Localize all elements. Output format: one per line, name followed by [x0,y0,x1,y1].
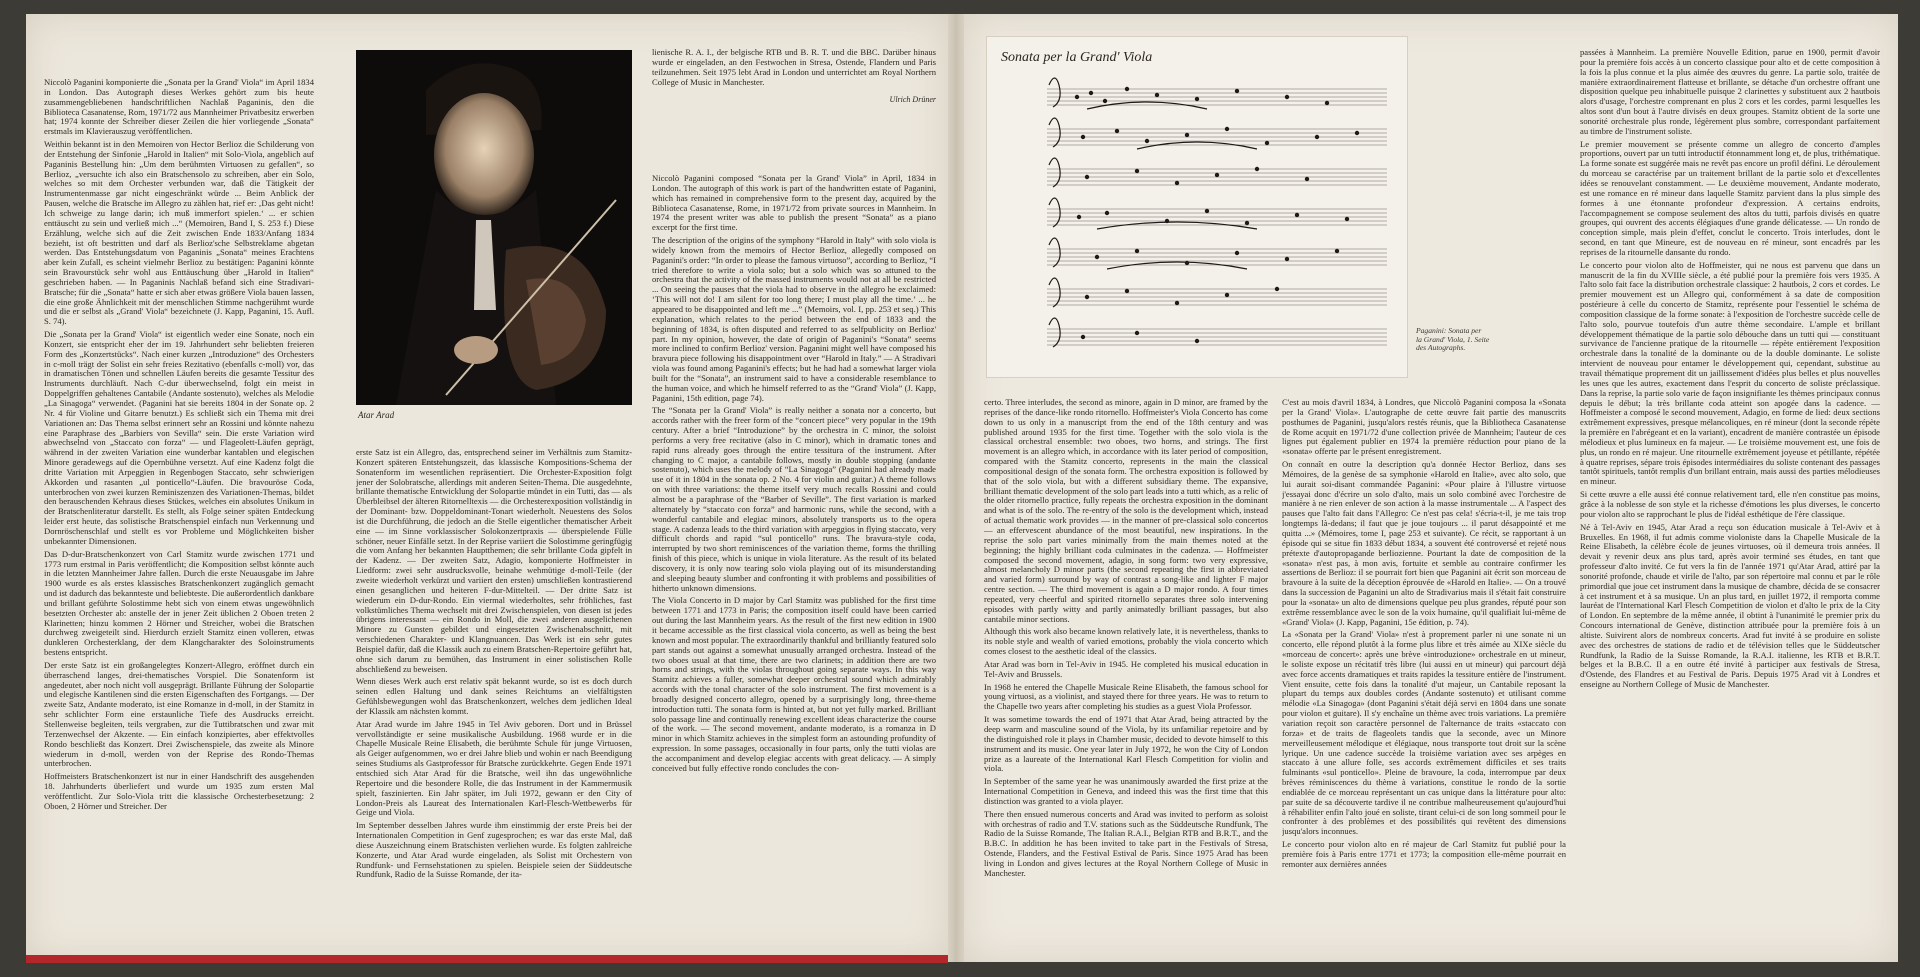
caption-line: Paganini: Sonata per [1416,326,1482,335]
french-text-column [1282,398,1566,954]
paragraph: Die „Sonata per la Grand' Viola“ ist eigentlich weder eine Sonate, noch ein Konzert, sie entspricht eher der im 19. Jahrhundert sehr beliebten freieren Form des „Konzertstücks“. Nach einer kurzen „Introduzione“ des Orchesters in c-moll trägt der Solist ein sehr freies Rezitativo (ebenfalls c-moll) vor, das in dramatischen Tönen und schnellen Läufen bereits die gesamte Tessitur des Instruments durchläuft. Nach C-dur überwechselnd, folgt ein meist in Doppelgriffen gehaltenes Cantabile (Andante sostenuto), welches als Melodie „La Sinagoga“ verwendet. (Paganini hat sie bereits 1804 in der Sonate op. 2 Nr. 4 für Violine und Gitarre benutzt.) Es schließt sich ein Thema mit drei Variationen an: Das Thema selbst erinnert sehr an Rossini und könnte nahezu eine Paraphrase des „Barbiers von Sevilla“ sein. Die erste Variation wird abwechselnd von „Staccato con forza“ — und Flageolett-Läufen geprägt, während in der zweiten Variation eine wunderbar kantablen und elegischen Minore geradewegs auf die Opernbühne versetzt. Auf eine Kadenz folgt die dritte Variation mit Arpeggien in Regenbogen Staccato, sehr schwierigen Akkorden und rasanten „ul ponticello“-Läufen. Die bravouröse Coda, unterbrochen von zwei kurzen Reminiszenzen des Variationen-Themas, bildet den berauschenden Kehraus dieses Stückes, welches ein absolutes Unikum in der Bratschenliteratur darstellt. Es stellt, als Folge seiner späten Entdeckung leider erst heute, das solistische Bratschenspiel einfach nun Verkennung und Dornröschenschlaf und stellt es vor Probleme und Möglichkeiten bisher unbekannter Dimensionen. [44,329,314,546]
paragraph: passées à Mannheim. La première Nouvelle Edition, parue en 1900, permit d'avoir pour la première fois accès à un concerto classique pour alto et de cette composition à la fois la plus connue et la plus aimée des œuvres du genre. La partie solo, traitée de manière extraordinairement flatteuse et brillante, se détache d'un orchestre offrant une disposition quelque peu inhabituelle puisque 2 clarinettes y substituent aux 2 hautbois alors d'usage, l'orchestre comprenant en plus 2 cors et les cordes, parmi lesquelles les altos sont d'un bout à l'autre divisés en deux groupes. Stamitz obtient de la sorte une sonorité orchestrale plus ronde, légèrement plus sombre, correspondant parfaitement au timbre de l'instrument soliste. [1580,48,1880,136]
paragraph: certo. Three interludes, the second as minore, again in D minor, are framed by the reprises of the dance-like rondo ritornello. Hoffmeister's Viola Concerto has come down to us only in a manuscript from the end of the 18th century and was published around 1935 for the first time. Together with the solo viola is the classical orchestral ensemble: two oboes, two horns, and strings. The first movement is an allegro which, in accordance with its later period of composition, compared with the Stamitz concerto, represents in the main the classical compositional design of the sonata form. The orchestra exposition is followed by that of the solo viola, but with a different subsidiary theme. The expansive, brilliant thematic development of the solo part leads into a tutti which, as a relic of the older ritornello practice, fully repeats the orchestra exposition in the dominant and what is of the solo. The re-entry of the solo is the development which, instead of actual thematic work provides — in the manner of pre-classical solo concertos — an effervescent abundance of the most beautiful, new inspirations. In the reprise the solo part varies minimally from the main themes noted at the beginning; the highly brilliant coda culminates in the cadenza. — Hoffmeister composed the second movement, adagio, in song form: two very expressive, almost melancholy D minor parts (the second repeating the first in abbreviated and varied form) surround by way of contrast a song-like and lighter F major centre section. — The third movement is again a D major rondo. A four times repeated, very cheerful and spirited ritornello separates three solo intervening episodes with partly witty and partly animatedly brilliant passages, but also cantabile minor sections. [984,398,1268,624]
paragraph: Si cette œuvre a elle aussi été connue relativement tard, elle n'en constitue pas moins, grâce à la noblesse de son style et la richesse d'émotions les plus diverses, le concerto pour violon alto se rapprochant le plus de l'idéal esthétique de l'ère classique. [1580,489,1880,519]
caption-line: des Autographs. [1416,343,1466,353]
caption-line: la Grand' Viola, 1. Seite [1416,334,1490,344]
photo-caption: Atar Arad [358,410,395,420]
paragraph: Niccolò Paganini composed “Sonata per la Grand' Viola” in April, 1834 in London. The autograph of this work is part of the handwritten estate of Paganini, which has remained in comprehensive form to the present day, acquired by the Biblioteca Casanatense, Rome, in 1971/72 from private sources in Mannheim. In 1974 the present writer was able to publish the present “Sonata” as a piano excerpt for the first time. [652,174,936,233]
autograph-score-image [987,37,1407,377]
manuscript-heading: Sonata per la Grand' Viola [1001,50,1153,65]
paragraph: The description of the origins of the symphony “Harold in Italy” with solo viola is widely known from the memoirs of Hector Berlioz, allegedly composed on Paganini's order: “In order to please the famous virtuoso”, according to Berlioz, “I tried therefore to write a viola solo; but a solo which was so attuned to the orchestra that the activity of the massed instruments would not at all be restricted ... On seeing the pauses that the viola had to observe in the allegro he exclaimed: ‘This will not do! I am silent for too long there; I must play all the time.’ ... he appeared to be disappointed and left me ...” (Memoirs, vol. I, pp. 253 et seq.) This explanation, which relates to the period between the end of 1833 and the beginning of 1834, is often disputed and referred to as selfpublicity on Berlioz' part. In my opinion, however, the date of origin of Paganini's “Sonata” seems more inclined to confirm Berlioz' version. Paganini might well have composed his bravura piece following his disappointment over “Harold in Italy.” — A Stradivari viola was found among Paganini's effects; but he had had a somewhat larger viola built for the “Sonata”, an instrument said to have a considerable resemblance to the human voice, and which he himself referred to as the “Grand' Viola” (J. Kapp, Paganini, 15th edition, page 74). [652,235,936,403]
paragraph: The “Sonata per la Grand' Viola” is really neither a sonata nor a concerto, but accords rather with the freer form of the “concert piece” very popular in the 19th century. After a brief “Introduzione” by the orchestra in C minor, the soloist performs a very free recitative (also in C minor), which in dramatic tones and rapid runs already goes through the entire tessitura of the instrument. After changing to C major, a cantabile follows, mostly in double stopping (andante sostenuto), which uses the melody of “La Sinagoga” (Paganini had already made use of it in 1804 in the sonata op. 2 No. 4 for violin and guitar.) A theme follows on with three variations: the theme itself very much recalls Rossini and could almost be a paraphrase of the “Barber of Seville”. The first variation is marked alternately by “staccato con forza” and harmonic runs, while the second, with a wonderful cantabile and elegiac minors, absolutely transports us to the opera stage. A cadenza leads to the third variation with arpeggios in flying staccato, very difficult chords and rapid “sul ponticello” runs. The bravura-style coda, interrupted by two short reminiscences of the variation theme, forms the thrilling finish of this piece, which is unique in viola literature. As the result of its belated discovery, it is only now tearing solo viola playing out of its misunderstanding and sleeping beauty slumber and confronting it with problems and possibilities of hitherto unknown dimensions. [652,405,936,593]
paragraph: On connaît en outre la description qu'a donnée Hector Berlioz, dans ses Mémoires, de la genèse de sa symphonie «Harold en Italie», avec alto solo, que lui aurait soi-disant commandée Paganini: «Pour plaire à l'illustre virtuose j'essayai donc d'écrire un solo d'alto, mais un solo combiné avec l'orchestre de manière à ne rien enlever de son action à la masse instrumentale ... A l'aspect des pauses que l'alto fait dans l'Allegro: Ce n'est pas cela! s'écria-t-il, je me tais trop longtemps là-dedans; il faut que je joue toujours ... il parut désappointé et me quitta ...» (Mémoires, tome I, page 253 et suivante). Ce récit, se rapportant à un épisode qui se situe fin 1833 début 1834, a souvent été controversé et rejeté nous prétexte d'autopropagande berliozienne. Pourtant la date de composition de la «sonata» n'est pas, à mon avis, fortuite et semble au contraire confirmer les assertions de Berlioz: il se pourrait fort bien que Paganini ait écrit son morceau de bravoure à la suite de la déception éprouvée de «Harold en Italie». — On a trouvé dans la succession de Paganini un alto de Stradivarius mais il s'était fait construire pour la «sonata» un alto de dimensions quelque peu plus grandes, réputé pour son extrême ressemblance avec le son de la voix humaine, qu'il qualifiait lui-même de «Grand' Viola» (J. Kapp, Paganini, 15e édition, p. 74). [1282,459,1566,627]
paragraph: It was sometime towards the end of 1971 that Atar Arad, being attracted by the deep warm and masculine sound of the Viola, by its unfamiliar repetoire and by the distinguished role it plays in Chamber music, decided to devote himself to this instrument and its music. One year later in July 1972, he won the City of London prize as a laureate of the International Karl Flesch Competition for violin and viola. [984,714,1268,774]
german-text-column-2 [356,448,632,948]
paragraph: C'est au mois d'avril 1834, à Londres, que Niccolò Paganini composa la «Sonata per la Grand' Viola». L'autographe de cette œuvre fait partie des manuscrits posthumes de Paganini, jusqu'alors restés réunis, que la Bibliotheca Casanatense de Rome acquit en 1971/72 d'une collection privée de Mannheim; l'auteur de ces lignes put également publier en 1974 la première réduction pour piano de la «sonata» offerte par le présent enregistrement. [1282,398,1566,457]
paragraph: Niccolò Paganini komponierte die „Sonata per la Grand' Viola“ im April 1834 in London. Das Autograph dieses Werkes gehört zum bis heute zusammengebliebenen handschriftlichen Nachlaß Paganinis, den die Biblioteca Casanatense, Rom, 1971/72 aus Mannheimer Privatbesitz erwerben hat; 1974 konnte der Schreiber dieser Zeilen die hier vorliegende „Sonata“ erstmals im Klavierauszug veröffentlichen. [44,78,314,137]
paragraph: Das D-dur-Bratschenkonzert von Carl Stamitz wurde zwischen 1771 und 1773 rum erstmal in Paris veröffentlicht; die Komposition selbst könnte auch in die letzten Mannheimer Jahre fallen. Durch die erste Neuausgabe im Jahre 1900 wurde es als erstes klassisches Bratschenkonzert zugänglich gemacht und ist dadurch das bekannteste und beliebteste. Die außerordentlich dankbare und brillant geführte Solostimme hebt sich von einem etwas ungewöhnlich besetzten Orchester ab: anstelle der in jener Zeit üblichen 2 Oboen treten 2 Klarinetten; hinzu kommen 2 Hörner und Streicher, wobei die Bratschen durchweg zweigeteilt sind. Hierdurch erzielt Stamitz einen volleren, etwas dunkleren Orchesterklang, der dem Klangcharakter des Soloinstruments bestens entspricht. [44,548,314,658]
paragraph: Le concerto pour violon alto en ré majeur de Carl Stamitz fut publié pour la première fois à Paris entre 1771 et 1773; la composition elle-même pourrait en remonter aux dernières années [1282,839,1566,869]
english-text-column [652,174,936,948]
paragraph: Atar Arad wurde im Jahre 1945 in Tel Aviv geboren. Dort und in Brüssel vervollständigte er seine musikalische Ausbildung. 1968 wurde er in die Chapelle Musicale Reine Elisabeth, die berühmte Schule für junge Virtuosen, als Geiger aufgenommen, wo er drei Jahre blieb und wohin er nach Beendigung seines Studiums als Gastprofessor für Bratsche zurückkehrte. Gegen Ende 1971 entschied sich Atar Arad für die Bratsche, weil ihn das ungewöhnliche Repertoire und die besondere Rolle, die das Instrument in der Kammermusik spielt, faszinierten. Ein Jahr später, im Juli 1972, gewann er den City of London-Preis als Laureat des Internationalen Karl-Flesch-Wettbewerbs für Geige und Viola. [356,718,632,818]
french-text-column-2 [1580,48,1880,954]
paragraph: There then ensued numerous concerts and Arad was invited to perform as soloist with orchestras of radio and T.V. stations such as the Süddeutsche Rundfunk, The Radio de la Suisse Romande, The Italian R.A.I., Belgian RTB and B.R.T., and the B.B.C. In addition he has been invited to take part in the Festivals of Stresa, Ostende, Flanders, and the Festival Estival de Paris. Since 1975 Arad has been living in London and gives lectures at the Royal Northern College of Music in Manchester. [984,808,1268,878]
paragraph: erste Satz ist ein Allegro, das, entsprechend seiner im Verhältnis zum Stamitz-Konzert späteren Entstehungszeit, das klassische Kompositions-Schema der Sonatenform im wesentlichen repräsentiert. Die Orchester-Exposition folgt jener der Solobratsche, allerdings mit anderen Seiten-Thema. Die ausgedehnte, brillante thematische Entwicklung der Solopartie mündet in ein Tutti, das — als Überbleibsel der älteren Ritornelltexis — die Orchesterexposition vollständig in der Dominant- bzw. Doppeldominant-Tonart wiederholt. Neuestens des Solos ist die Durchführung, die jedoch an die Stelle eigentlicher thematischer Arbeit eine — im Sinne vorklassischer Solokonzertpraxis — überspielende Fülle schöner, neuer Einfälle setzt. In der Reprise variiert die Solostimme geringfügig die vom Anfang her bekannten Hauptthemen; die sehr brillante Coda gipfelt in der Kadenz. — Der zweiten Satz, Adagio, komponierte Hoffmeister in Liedform: zwei sehr ausdrucksvolle, beinahe wehmütige d-moll-Teile (der zweite wiederholt verkürzt und variiert den ersten) umschließen kontrastierend einen gesanglichen und heiteren F-dur-Mittelteil. — Der dritte Satz ist wiederum ein D-dur-Rondo. Ein viermal wiederholtes, sehr fröhliches, fast volkstümliches Thema wechselt mit drei Zwischenspielen, von diesen ist jedes übrigens interessant — ein Rondo in Moll, die zwei anderen ausgelichenen Minore zu Gunsten gebildet und eingesetzten Zwischenabschnitt, mit verschiedenen Charakter- und Klangnuancen. Das Werk ist ein sehr gutes Beispiel dafür, daß die Klassik auch zu einem Bratschen-Repertoire geführt hat, ohne sich darum zu bemühen, das Instrument in einer solistischen Rolle abschließend zu beweisen. [356,448,632,674]
paragraph: Although this work also became known relatively late, it is nevertheless, thanks to its noble style and wealth of varied emotions, probably the viola concerto which comes closest to the aesthetic ideal of the classics. [984,626,1268,657]
left-page [26,14,948,962]
red-border-strip [26,955,948,963]
paragraph: Weithin bekannt ist in den Memoiren von Hector Berlioz die Schilderung von der Entstehung der Sinfonie „Harold in Italien“ mit Solo-Viola, angeblich auf Paganinis Bestellung hin: „Um dem berühmten Virtuosen zu gefallen“, so Berlioz, „versuchte ich also ein Bratschensolo zu schreiben, aber ein Solo, welches so mit dem Orchester verbunden war, daß die Tätigkeit der Instrumentenmasse gar nicht eingeschränkt würde ... Beim Anblick der Pausen, welche die Bratsche im Allegro zu zählen hat, rief er: ‚Das geht nicht! Ich schweige zu lange darin; ich muß immerfort spielen.‘ ... er schien enttäuscht zu sein und verließ mich ...“ (Memoiren, Band I, S. 253 f.) Diese Erzählung, welche sich auf die Zeit zwischen Ende 1833/Anfang 1834 bezieht, ist oft bestritten und darf als Berlioz'sche Selbstreklame abgetan werden. Das Entstehungsdatum von Paganinis „Sonata“ meines Erachtens aber kein Zufall, es scheint vielmehr Berlioz zu bestätigen: Paganini könnte sein Bravourstück sehr wohl aus Enttäuschung über „Harold in Italien“ geschrieben haben. — In Paganinis Nachlaß befand sich eine Stradivari-Bratsche; für die „Sonata“ hatte er sich aber etwas größere Viola bauen lassen, die eine große Ähnlichkeit mit der menschlichen Stimme nachgerühmt wurde und die er selbst als „Grand' Viola“ bezeichnete (J. Kapp, Paganini, 15. Aufl. S. 74). [44,139,314,327]
artist-photo [356,50,632,405]
violist-portrait-image [356,50,632,405]
paragraph: In September of the same year he was unanimously awarded the first prize at the International Competition in Geneva, and indeed this was the first time that this distinction was granted to a viola player. [984,776,1268,806]
manuscript-caption [1416,327,1489,353]
paragraph: Wenn dieses Werk auch erst relativ spät bekannt wurde, so ist es doch durch seinen edlen Haltung und dank seines Reichtums an vielfältigsten Gefühlsbewegungen wohl das Bratschenkonzert, welches dem jedlichen Ideal der Klassik am nächsten kommt. [356,676,632,716]
paragraph: Hoffmeisters Bratschenkonzert ist nur in einer Handschrift des ausgehenden 18. Jahrhunderts überliefert und wurde um 1935 zum ersten Mal veröffentlicht. Zur Solo-Viola tritt die klassische Orchesterbesetzung: 2 Oboen, 2 Hörner und Streicher. Der [44,771,314,811]
paragraph: Im September desselben Jahres wurde ihm einstimmig der erste Preis bei der Internationalen Competition in Genf zugesprochen; es war das erste Mal, daß diese Auszeichnung einem Bratschisten verliehen wurde. Es folgten zahlreiche Konzerte, und Atar Arad wurde eingeladen, als Solist mit Orchestern von Rundfunk- und Fernsehstationen zu spielen. Beispiele seien der Süddeutsche Rundfunk, Radio de la Suisse Romande, der ita- [356,820,632,880]
paragraph: In 1968 he entered the Chapelle Musicale Reine Elisabeth, the famous school for young virtuosi, as a violinist, and stayed there for three years. He was to return to the Chapelle two years after completing his studies as a guest Viola Professor. [984,681,1268,712]
german-text-end [652,48,936,164]
paragraph: Le premier mouvement se présente comme un allegro de concerto d'amples proportions, ouvert par un tutti introductif étonnamment long et, de plus, trithématique. La forme sonate est suggérée mais ne revêt pas encore un profil défini. Le déroulement du morceau se caractérise par un traitement brillant de la partie solo et d'excellentes idées se renouvelant constamment. — Le deuxième mouvement, Andante moderato, est une romance en ré mineur dans laquelle Stamitz parvient dans la plus simple des formes à une étonnante profondeur d'expression. A certains endroits, l'accompagnement se compose seulement des altos du tutti, parfois divisés en quatre groupes, qui ouvrent des accents élégiaques d'une grande délicatesse. — Un rondo de conception simple, mais plein d'effet, conclut le concerto. Trois interludes, dont le second, en tant que Mineure, est de nouveau en ré mineur, sont encadrés par les reprises de la ritournelle dansante du rondo. [1580,138,1880,257]
paragraph: Atar Arad was born in Tel-Aviv in 1945. He completed his musical education in Tel-Aviv and Brussels. [984,658,1268,679]
paragraph: The Viola Concerto in D major by Carl Stamitz was published for the first time between 1771 and 1773 in Paris; the composition itself could have been carried out during the last Mannheim years. As the result of the first new edition in 1900 it became accessible as the first classical viola concerto, as well as being the best known and most popular. The extraordinarily thankful and brilliantly featured solo part stands out against a somewhat unusually arranged orchestra. Instead of the two oboes usual at that time, there are two clarinets; in addition there are two horns and strings, with the violas throughout going separate ways. In this way Stamitz achieves a fuller, somewhat deeper orchestral sound which admirably accords with the tonal character of the solo instrument. The first movement is a broadly designed concerto allegro, opened by a surprisingly long, three-theme introduction tutti. The sonata form is hinted at, but not yet fully marked. Brilliant solo passage line and continually renewing excellent ideas characterize the course of the work. — The second movement, andante moderato, is a romanza in D minor in which Stamitz achieves in the simplest form an astounding profundity of expression. In some passages, occasionally in four parts, only the tutti violas are the accompaniment and develop elegiac accents with great delicacy. — A simply conceived but fully effective rondo concludes the con- [652,595,936,773]
german-text-column [44,78,314,948]
paragraph: Der erste Satz ist ein großangelegtes Konzert-Allegro, eröffnet durch ein überraschend langes, drei-thematisches Vorspiel. Die Sonatenform ist angedeutet, aber noch nicht voll ausgeprägt. Brillante Führung der Solopartie und elegische Kantilenen sind die ersten Eigenschaften des Fortgangs. — Der zweite Satz, Andante moderato, ist eine Romanze in d-moll, in der Stamitz in sehr schlichter Form eine erstaunliche Tiefe des Ausdrucks erreicht. Stellenweise begleiten, teils vergraben, zur die Tuttibratschen und zwar mit Terzenwechsel der Akzente. — Ein einfach konzipiertes, aber effektvolles Rondo beschließt das Konzert. Drei Zwischenspiele, das zweite als Minore wiederum in d-moll, werden von der Reprise des Rondo-Themas unterbrochen. [44,659,314,769]
paragraph: Le concerto pour violon alto de Hoffmeister, qui ne nous est parvenu que dans un manuscrit de la fin du XVIIIe siècle, a été publié pour la première fois vers 1935. A l'alto solo fait face la distribution orchestrale classique: 2 hautbois, 2 cors et cordes. Le premier mouvement est un Allegro qui, conformément à sa date de composition postérieure à celle du concerto de Stamitz, représente pour l'essentiel le schéma de composition classique de la forme sonate: à l'exposition de l'orchestre succède celle de l'alto solo, pourvue toutefois d'un autre thème secondaire. L'ample et brillant développement thématique de la partie solo débouche dans un tutti qui — constituant survivance de l'ancienne pratique de la ritournelle — répète entièrement l'exposition orchestrale dans la tonalité de la dominante ou de la double dominante. Le soliste intervient de nouveau pour entamer le développement qui, cependant, substitue au travail thématique proprement dit un jaillissement d'idées plus belles et plus nouvelles les unes que les autres, exactement dans l'esprit du concerto de soliste préclassique. Dans la reprise, la partie solo varie de façon insignifiante les thèmes principaux connus depuis le début; la très brillante coda atteint son apogée dans la cadence. — Hoffmeister a composé le second mouvement, Adagio, en forme de lied: deux sections extrêmement expressives, presque mélancoliques, en ré mineur (dont la seconde répète la première en l'abrégeant et en la variant), encadrent de manière contrastée un épisode mélodieux et plus lumineux en fa majeur. — Le troisième mouvement est, une fois de plus, un rondo en ré majeur. Une ritournelle extrêmement joyeuse et pétillante, répétée à quatre reprises, sépare trois épisodes intermédiaires du soliste contenant des passages tantôt spirituels, tantôt remplis d'un brillant entrain, mais aussi des parties mélodieuses en mineur. [1580,259,1880,487]
paragraph: lienische R. A. I., der belgische RTB und B. R. T. und die BBC. Darüber hinaus wurde er eingeladen, an den Festwochen in Stresa, Ostende, Flandern und Paris teilzunehmen. Seit 1975 lebt Arad in London und unterrichtet am Royal Northern College of Music in Manchester. [652,48,936,87]
author-signature: Ulrich Drüner [889,95,936,105]
right-page [964,14,1898,962]
english-text-column-2 [984,398,1268,954]
manuscript-facsimile [986,36,1408,378]
paragraph: La «Sonata per la Grand' Viola» n'est à proprement parler ni une sonate ni un concerto, elle répond plutôt à la forme plus libre et très aimée au XIXe siècle du «morceau de concert»: après une brève «introduzione» orchestrale en ut mineur, le soliste expose un récitatif très libre (lui aussi en ut mineur) qui parcourt déjà avec force accents dramatiques et traits rapides la tessiture entière de l'instrument. Vient ensuite, cette fois dans la tonalité d'ut majeur, un Cantabile reposant la plupart du temps aux doubles cordes (Andante sostenuto) et utilisant comme mélodie «La Sinagoga» (dont Paganini s'était déjà servi en 1804 dans une sonate pour violon et guitare). Il s'y enchaîne un thème avec trois variations. La première variation reçoit son caractère personnel de l'alternance de traits «staccato con forza» et de traits de flageolets tandis que la seconde, avec un Minore merveilleusement mélodique et élégiaque, nous transporte tout droit sur la scène lyrique. Un une cadence succède la troisième variation avec ses arpèges en staccato à une allure folle, ses accords extrêmement difficiles et ses traits fulminants «sul ponticello». Pleine de bravoure, la coda, interrompue par deux brèves réminiscences du thème à variations, constitue le rondo de la sortie endiablée de ce morceau représentant un cas unique dans la littérature pour alto: par suite de sa découverte tardive il ne contribue malheureusement qu'aujourd'hui à réhabiliter enfin l'alto joué en soliste, tirant celui-ci de son long sommeil pour le confronter à des problèmes et des possibilités qui revêtent des dimensions jusqu'alors inconnues. [1282,629,1566,837]
spine-gutter [948,14,964,962]
paragraph: Né à Tel-Aviv en 1945, Atar Arad a reçu son éducation musicale à Tel-Aviv et à Bruxelles. En 1968, il fut admis comme violoniste dans la Chapelle Musicale de la Reine Elisabeth, la célèbre école de jeunes virtuoses, où il demeura trois années. Il devait y revenir deux ans plus tard, après avoir terminé ses études, en tant que professeur d'alto invité. Ce fut vers la fin de l'année 1971 qu'Atar Arad, attiré par la sonorité profonde, chaude et virile de l'alto, par son répertoire mal connu et par le rôle primordial que joue cet instrument dans la musique de chambre, décida de se consacrer à cet instrument et à sa musique. Un an plus tard, en juillet 1972, il remporta comme lauréat de l'International Karl Flesch Competition de violon et d'alto le prix de la City of London. En septembre de la même année, il obtint à l'unanimité le premier prix du Concours international de Genève, distinction attribuée pour la première fois à un altiste. Suivirent alors de nombreux concerts. Arad fut invité à se produire en soliste avec des orchestres de stations de radio et de télévision telles que le Süddeutscher Rundfunk, la Radio de la Suisse Romande, la R.A.I. italienne, les RTB et B.R.T. belges et la B.B.C. Il a en outre été invité à participer aux festivals de Stresa, d'Ostende, des Flandres et au Festival de Paris. Depuis 1975 Arad vit à Londres et enseigne au Northern College of Music de Manchester. [1580,521,1880,690]
